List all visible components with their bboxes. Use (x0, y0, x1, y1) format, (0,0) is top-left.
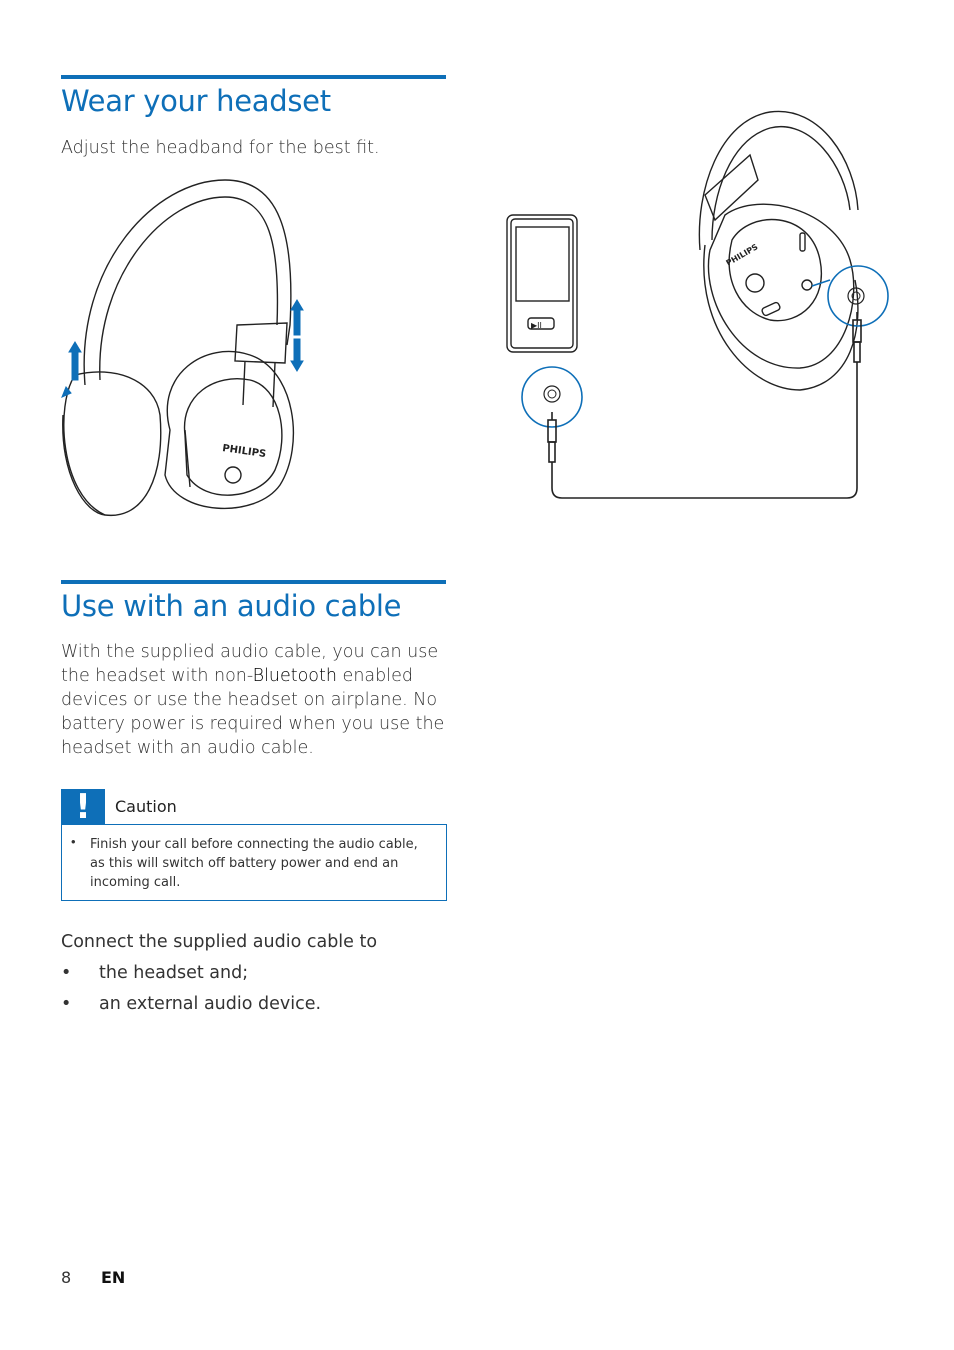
section-rule-cable (61, 580, 446, 584)
cable-description-part1: With the supplied audio cable, you can use the headset with non- (61, 642, 439, 686)
headset-brand-label: PHILIPS (221, 443, 267, 461)
caution-icon-bar (61, 789, 105, 825)
intro-adjust-headband: Adjust the headband for the best fit. (61, 138, 380, 158)
list-bullet: • (61, 994, 72, 1014)
heading-wear-your-headset: Wear your headset (61, 84, 331, 118)
list-bullet: • (61, 963, 72, 983)
caution-label: Caution (115, 797, 177, 816)
headset-adjust-illustration (55, 175, 355, 525)
caution-text: Finish your call before connecting the audio cable, as this will switch off battery power and end an incoming call. (90, 837, 418, 890)
cable-description (61, 640, 451, 760)
caution-header (61, 789, 447, 825)
connect-intro-text: Connect the supplied audio cable to (61, 932, 378, 952)
language-code: EN (101, 1268, 126, 1287)
audio-cable-connection-illustration (500, 100, 900, 510)
page-number: 8 (61, 1268, 72, 1287)
list-item-text: the headset and; (99, 963, 249, 983)
cable-description-part2: enabled devices or use the headset on airplane. No battery power is required when you use the headset with an audio cable. (61, 666, 445, 758)
list-item-text: an external audio device. (99, 994, 322, 1014)
caution-box (61, 824, 447, 901)
section-rule-wear (61, 75, 446, 79)
caution-bullet: • (71, 834, 76, 849)
heading-use-with-audio-cable: Use with an audio cable (61, 589, 402, 623)
exclamation-icon: ! (75, 787, 91, 827)
play-pause-button-icon: ▶II (531, 321, 542, 330)
headset-brand-label-right: PHILIPS (724, 242, 760, 268)
bluetooth-term: Bluetooth (252, 666, 337, 686)
